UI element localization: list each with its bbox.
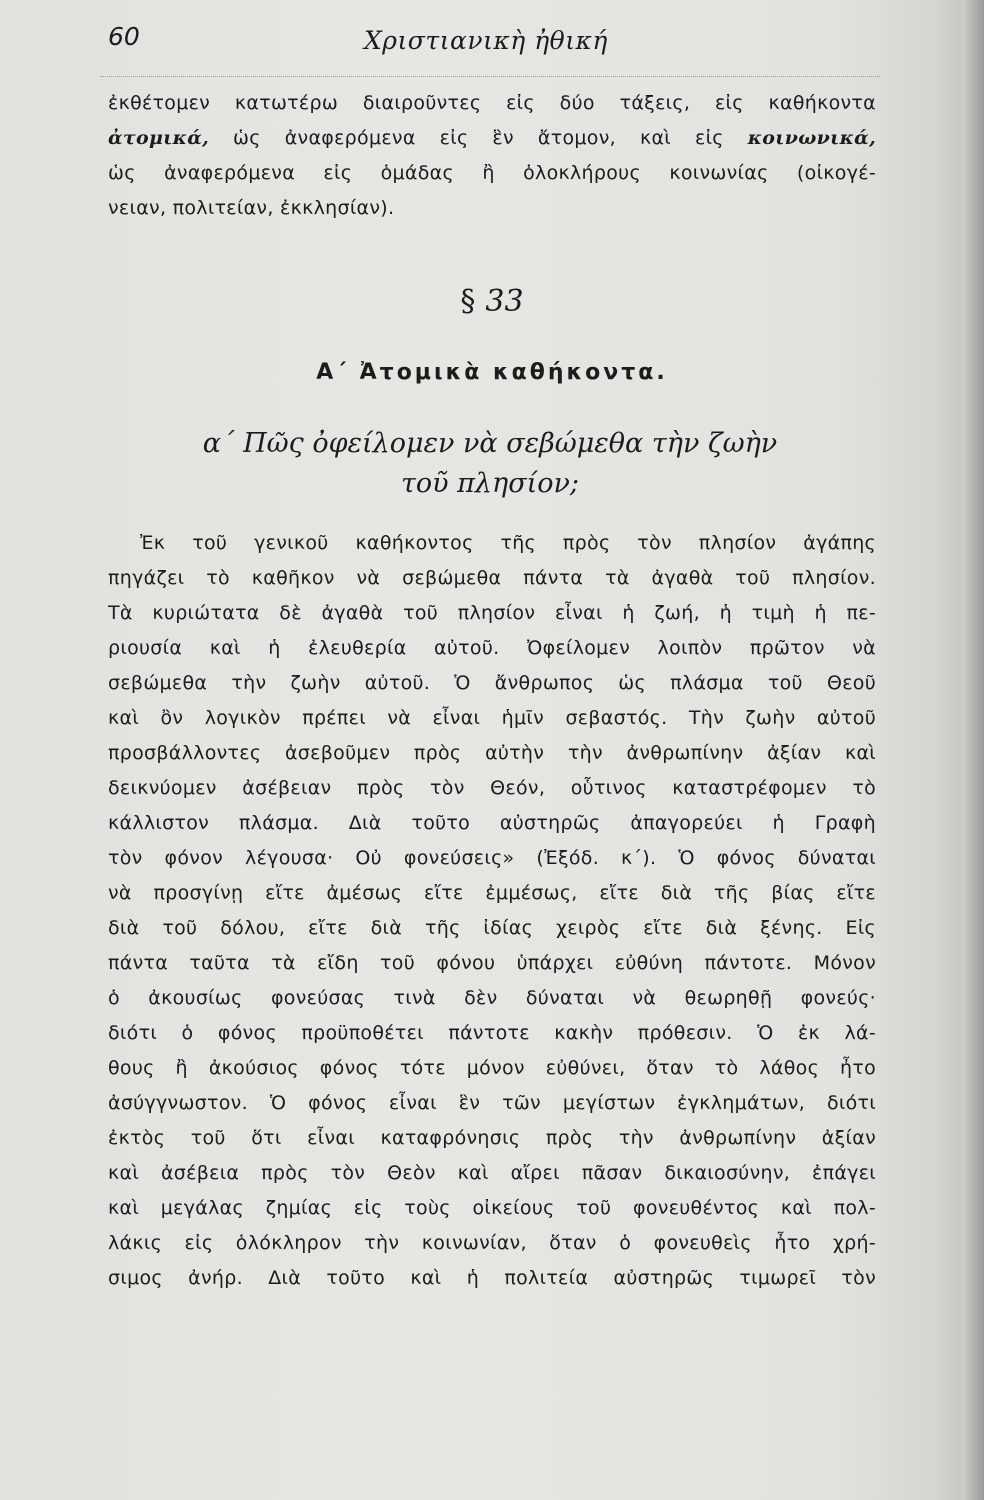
text-line: νὰ προσγίνῃ εἴτε ἀμέσως εἴτε ἐμμέσως, εἴτε διὰ τῆς βίας εἴτε — [108, 882, 876, 904]
text-line: Τὰ κυριώτατα δὲ ἀγαθὰ τοῦ πλησίον εἶναι ἡ ζωή, ἡ τιμὴ ἡ πε- — [108, 602, 876, 624]
book-spine-shadow — [962, 0, 984, 1500]
text-line: λάκις εἰς ὁλόκληρον τὴν κοινωνίαν, ὅταν ὁ φονευθεὶς ἦτο χρή- — [108, 1232, 876, 1254]
page-header — [102, 20, 882, 70]
bold-term-atomika: ἀτομικά, — [108, 127, 210, 149]
text-line: ὁ ἀκουσίως φονεύσας τινὰ δὲν δύναται νὰ θεωρηθῇ φονεύς· — [108, 987, 876, 1009]
text-line: Ἐκ τοῦ γενικοῦ καθήκοντος τῆς πρὸς τὸν πλησίον ἀγάπης — [140, 532, 876, 554]
page-number: 60 — [108, 22, 140, 51]
subheading-line: α΄ Πῶς ὀφείλομεν νὰ σεβώμεθα τὴν ζωὴν — [202, 428, 778, 459]
body-paragraph — [108, 526, 876, 1296]
text-line: καὶ ὂν λογικὸν πρέπει νὰ εἶναι ἡμῖν σεβαστός. Τὴν ζωὴν αὐτοῦ — [108, 707, 876, 729]
text-line: ριουσία καὶ ἡ ἐλευθερία αὐτοῦ. Ὀφείλομεν λοιπὸν πρῶτον νὰ — [108, 637, 876, 659]
bold-term-koinonika: κοινωνικά, — [747, 127, 876, 149]
text-line: καὶ μεγάλας ζημίας εἰς τοὺς οἰκείους τοῦ φονευθέντος καὶ πολ- — [108, 1197, 876, 1219]
text-line: νειαν, πολιτείαν, ἐκκλησίαν). — [108, 197, 395, 219]
section-number-value: 33 — [485, 284, 524, 319]
text-line: πάντα ταῦτα τὰ εἴδη τοῦ φόνου ὑπάρχει εὐθύνη πάντοτε. Μόνον — [108, 952, 876, 974]
subheading-line: τοῦ πλησίον; — [400, 468, 579, 499]
section-symbol: § — [460, 284, 476, 319]
text-line: προσβάλλοντες ἀσεβοῦμεν πρὸς αὐτὴν τὴν ἀνθρωπίνην ἀξίαν καὶ — [108, 742, 876, 764]
text-line: ἀτομικά, ὡς ἀναφερόμενα εἰς ἓν ἄτομον, καὶ εἰς κοινωνικά, — [108, 127, 876, 149]
text-line: πηγάζει τὸ καθῆκον νὰ σεβώμεθα πάντα τὰ ἀγαθὰ τοῦ πλησίον. — [108, 567, 876, 589]
text-line: ἀσύγγνωστον. Ὁ φόνος εἶναι ἓν τῶν μεγίστων ἐγκλημάτων, διότι — [108, 1092, 876, 1114]
text-line: διὰ τοῦ δόλου, εἴτε διὰ τῆς ἰδίας χειρὸς εἴτε διὰ ξένης. Εἰς — [108, 917, 876, 939]
running-title: Χριστιανικὴ ἠθική — [364, 26, 608, 55]
text-line: δεικνύομεν ἀσέβειαν πρὸς τὸν Θεόν, οὗτινος καταστρέφομεν τὸ — [108, 777, 876, 799]
section-heading: Α΄ Ἀτομικὰ καθήκοντα. — [316, 360, 668, 385]
text-line: καὶ ἀσέβεια πρὸς τὸν Θεὸν καὶ αἴρει πᾶσαν δικαιοσύνην, ἐπάγει — [108, 1162, 876, 1184]
text-line: σεβώμεθα τὴν ζωὴν αὐτοῦ. Ὁ ἄνθρωπος ὡς πλάσμα τοῦ Θεοῦ — [108, 672, 876, 694]
text-line: διότι ὁ φόνος προϋποθέτει πάντοτε κακὴν πρόθεσιν. Ὁ ἐκ λά- — [108, 1022, 876, 1044]
text-line: ἐκθέτομεν κατωτέρω διαιροῦντες εἰς δύο τάξεις, εἰς καθήκοντα — [108, 92, 876, 114]
text-line: σιμος ἀνήρ. Διὰ τοῦτο καὶ ἡ πολιτεία αὐστηρῶς τιμωρεῖ τὸν — [108, 1267, 876, 1289]
subheading — [140, 424, 840, 504]
text-line: ὡς ἀναφερόμενα εἰς ὁμάδας ἢ ὁλοκλήρους κοινωνίας (οἰκογέ- — [108, 162, 876, 184]
header-rule — [100, 76, 880, 77]
text-line: ἐκτὸς τοῦ ὅτι εἶναι καταφρόνησις πρὸς τὴν ἀνθρωπίνην ἀξίαν — [108, 1127, 876, 1149]
section-number — [0, 284, 984, 319]
intro-paragraph — [108, 86, 876, 226]
text-line: θους ἢ ἀκούσιος φόνος τότε μόνον εὐθύνει, ὅταν τὸ λάθος ἦτο — [108, 1057, 876, 1079]
text-line: τὸν φόνον λέγουσα· Οὐ φονεύσεις» (Ἐξόδ. κ΄). Ὁ φόνος δύναται — [108, 847, 876, 869]
text-line: κάλλιστον πλάσμα. Διὰ τοῦτο αὐστηρῶς ἀπαγορεύει ἡ Γραφὴ — [108, 812, 876, 834]
